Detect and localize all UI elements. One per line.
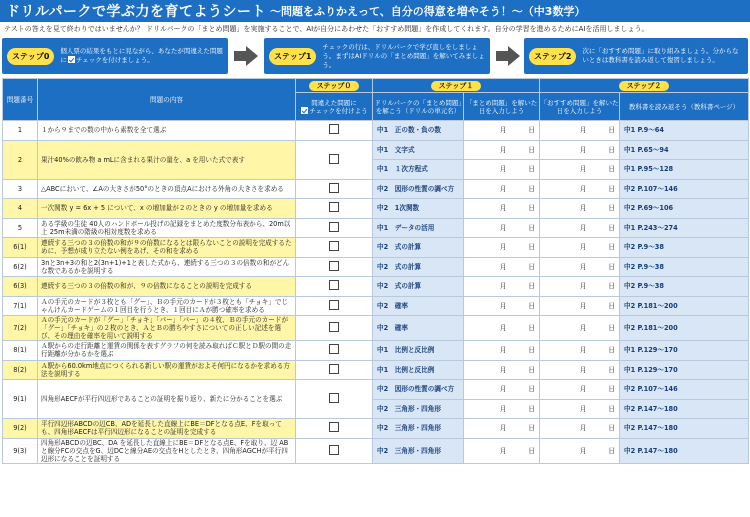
step1-badge: ステップ1 (269, 48, 316, 65)
textbook-page: 中1 P.129～170 (620, 341, 749, 361)
drill-unit-name: 中2 式の計算 (373, 257, 464, 277)
drill-unit-name: 中1 データの活用 (373, 218, 464, 238)
month-label: 月 (499, 223, 507, 232)
problem-content: 果汁40%の飲み物 a mLに含まれる果汁の量を、a を用いた式で表す (38, 140, 296, 179)
step2-desc: 次に「おすすめ問題」に取り組みましょう。分からないときは教科書を読み返して復習しましょう。 (582, 47, 739, 64)
day-label: 日 (528, 243, 535, 252)
table-row (3, 179, 749, 199)
month-label: 月 (579, 282, 587, 291)
recommend-date-input[interactable] (540, 380, 620, 400)
textbook-page: 中1 P.129～170 (620, 360, 749, 380)
day-label: 日 (528, 223, 535, 232)
day-label: 日 (608, 301, 615, 310)
step1-box (264, 38, 490, 74)
textbook-page: 中2 P.69～106 (620, 199, 749, 219)
day-label: 日 (528, 346, 535, 355)
recommend-date-input[interactable] (540, 160, 620, 180)
page-title: ドリルパークで学ぶ力を育てようシート (6, 4, 267, 20)
table-row (3, 238, 749, 258)
month-label: 月 (499, 126, 507, 135)
table-row (3, 380, 749, 400)
problem-content: 四角形AECFが平行四辺形であることの証明を振り返り、新たに分かることを選ぶ (38, 380, 296, 419)
month-label: 月 (499, 424, 507, 433)
day-label: 日 (528, 324, 535, 332)
mistake-checkbox[interactable] (329, 364, 339, 374)
month-label: 月 (499, 145, 507, 154)
problem-number: 9(2) (3, 419, 38, 439)
day-label: 日 (528, 262, 535, 271)
summary-date-input[interactable] (464, 360, 540, 380)
day-label: 日 (608, 145, 615, 154)
textbook-page: 中2 P.147～180 (620, 399, 749, 419)
month-label: 月 (499, 346, 507, 355)
mistake-check-cell (296, 218, 373, 238)
table-row (3, 316, 749, 341)
recommend-date-input[interactable] (540, 140, 620, 160)
textbook-page: 中1 P.65～94 (620, 140, 749, 160)
problem-content: ある学級の生徒 40人のハンドボール投げの記録をまとめた度数分布表から、20m以上 25m未満の階級の相対度数を求める (38, 218, 296, 238)
problem-content: △ABCにおいて、∠Aの大きさが50°のときの頂点Aにおける外角の大きさを求める (38, 179, 296, 199)
problem-number: 7(1) (3, 296, 38, 316)
recommend-date-input[interactable] (540, 238, 620, 258)
col-header-problem: 問題の内容 (38, 79, 296, 121)
problem-number: 3 (3, 179, 38, 199)
day-label: 日 (608, 365, 615, 374)
summary-date-input[interactable] (464, 238, 540, 258)
day-label: 日 (528, 385, 535, 394)
day-label: 日 (608, 262, 615, 271)
day-label: 日 (528, 282, 535, 291)
table-row (3, 419, 749, 439)
problem-content: Ａの手元のカードが３枚とも「グー」、Ｂの手元のカードが３枚とも「チョキ」でじゃんけんカードゲームの１回目を行うとき、１回目にＡが勝つ確率を求める (38, 296, 296, 316)
month-label: 月 (499, 184, 507, 193)
problem-number: 6(1) (3, 238, 38, 258)
day-label: 日 (528, 404, 535, 413)
problem-number: 2 (3, 140, 38, 179)
mistake-checkbox[interactable] (329, 222, 339, 232)
recommend-date-input[interactable] (540, 179, 620, 199)
mistake-checkbox[interactable] (329, 300, 339, 310)
day-label: 日 (528, 424, 535, 433)
day-label: 日 (528, 204, 535, 213)
day-label: 日 (608, 126, 615, 135)
month-label: 月 (579, 223, 587, 232)
month-label: 月 (579, 385, 587, 394)
month-label: 月 (579, 204, 587, 213)
mistake-check-cell (296, 199, 373, 219)
problem-content: 3nと3n+3の和と2(3n+1)+1と表した式から、連続する三つの３の倍数の和がどんな数であるかを説明する (38, 257, 296, 277)
col-header-num: 問題番号 (3, 79, 38, 121)
problem-content: 平行四辺形ABCDの辺CB、ADを延長した直線上にBE＝DFとなる点E、Fを取っても、四角形AECFは平行四辺形になることの証明を完成する (38, 419, 296, 439)
summary-date-input[interactable] (464, 296, 540, 316)
month-label: 月 (579, 424, 587, 433)
textbook-page: 中2 P.9～38 (620, 257, 749, 277)
table-row (3, 140, 749, 160)
review-table (2, 78, 749, 464)
textbook-page: 中1 P.243～274 (620, 218, 749, 238)
mistake-check-cell (296, 277, 373, 297)
day-label: 日 (608, 446, 615, 455)
recommend-date-input[interactable] (540, 438, 620, 463)
summary-date-input[interactable] (464, 380, 540, 400)
step1-desc: チェックの行は、ドリルパークで学び直しをしましょう。まずはAIドリルの「まとめ問題」を解いてみましょう。 (322, 42, 485, 69)
drill-unit-name: 中1 比例と反比例 (373, 341, 464, 361)
mistake-checkbox[interactable] (329, 322, 339, 332)
summary-date-input[interactable] (464, 199, 540, 219)
table-body (3, 121, 749, 464)
mistake-check-cell (296, 316, 373, 341)
textbook-page: 中2 P.147～180 (620, 419, 749, 439)
recommend-date-input[interactable] (540, 316, 620, 341)
drill-unit-name: 中2 図形の性質の調べ方 (373, 380, 464, 400)
table-row (3, 218, 749, 238)
day-label: 日 (608, 385, 615, 394)
arrow-right-icon (496, 46, 520, 66)
problem-content: 連続する三つの３の倍数の和が９の倍数になるとは限らないことの説明を完成するために、予想が成り立たない例をあげ、その和を求める (38, 238, 296, 258)
textbook-page: 中1 P.95～128 (620, 160, 749, 180)
drill-unit-name: 中1 １次方程式 (373, 160, 464, 180)
step0-desc: 個人票の結果をもとに見ながら、あなたが間違えた問題に チェックを付けましょう。 (60, 47, 223, 64)
mistake-check-cell (296, 341, 373, 361)
month-label: 月 (579, 346, 587, 355)
problem-number: 5 (3, 218, 38, 238)
recommend-date-input[interactable] (540, 341, 620, 361)
day-label: 日 (608, 424, 615, 433)
textbook-page: 中2 P.9～38 (620, 238, 749, 258)
mistake-check-cell (296, 179, 373, 199)
step2-box (524, 38, 748, 74)
recommend-date-input[interactable] (540, 399, 620, 419)
step0-box (2, 38, 228, 74)
table-row (3, 199, 749, 219)
problem-number: 8(1) (3, 341, 38, 361)
problem-number: 7(2) (3, 316, 38, 341)
table-row (3, 360, 749, 380)
month-label: 月 (499, 404, 507, 413)
month-label: 月 (499, 385, 507, 394)
col-header-check: 間違えた問題に チェックを付けよう (296, 93, 373, 121)
drill-unit-name: 中2 図形の性質の調べ方 (373, 179, 464, 199)
mistake-checkbox[interactable] (329, 445, 339, 455)
recommend-date-input[interactable] (540, 121, 620, 141)
month-label: 月 (579, 404, 587, 413)
month-label: 月 (579, 184, 587, 193)
col-group-step0: ステップ０ (296, 79, 373, 93)
drill-unit-name: 中2 確率 (373, 316, 464, 341)
mistake-checkbox[interactable] (329, 261, 339, 271)
mistake-check-cell (296, 438, 373, 463)
summary-date-input[interactable] (464, 419, 540, 439)
summary-date-input[interactable] (464, 438, 540, 463)
month-label: 月 (499, 446, 507, 455)
drill-unit-name: 中2 式の計算 (373, 277, 464, 297)
arrow-right-icon (234, 46, 258, 66)
col-header-unit: ドリルパークの「まとめ問題」を解こう（ドリルの単元名） (373, 93, 464, 121)
mistake-check-cell (296, 257, 373, 277)
problem-content: １から９までの数の中から素数を全て選ぶ (38, 121, 296, 141)
textbook-page: 中2 P.181～200 (620, 296, 749, 316)
mistake-checkbox[interactable] (329, 124, 339, 134)
problem-number: 6(2) (3, 257, 38, 277)
problem-number: 8(2) (3, 360, 38, 380)
day-label: 日 (528, 365, 535, 374)
problem-content: 連続する三つの３の倍数の和が、９の倍数になることの説明を完成する (38, 277, 296, 297)
month-label: 月 (499, 243, 507, 252)
mistake-check-cell (296, 296, 373, 316)
mistake-check-cell (296, 380, 373, 419)
mistake-checkbox[interactable] (329, 422, 339, 432)
check-icon (301, 107, 308, 114)
month-label: 月 (579, 365, 587, 374)
mistake-check-cell (296, 238, 373, 258)
month-label: 月 (579, 145, 587, 154)
check-icon (68, 56, 75, 63)
month-label: 月 (579, 301, 587, 310)
summary-date-input[interactable] (464, 218, 540, 238)
drill-unit-name: 中2 確率 (373, 296, 464, 316)
day-label: 日 (608, 324, 615, 332)
recommend-date-input[interactable] (540, 277, 620, 297)
month-label: 月 (579, 262, 587, 271)
step2-badge: ステップ2 (529, 48, 576, 65)
mistake-checkbox[interactable] (329, 183, 339, 193)
drill-unit-name: 中2 三角形・四角形 (373, 438, 464, 463)
mistake-checkbox[interactable] (329, 154, 339, 164)
day-label: 日 (608, 223, 615, 232)
mistake-check-cell (296, 140, 373, 179)
summary-date-input[interactable] (464, 277, 540, 297)
textbook-page: 中2 P.107～146 (620, 380, 749, 400)
summary-date-input[interactable] (464, 121, 540, 141)
summary-date-input[interactable] (464, 399, 540, 419)
page-header (0, 0, 750, 22)
month-label: 月 (499, 301, 507, 310)
col-group-step1: ステップ１ (373, 79, 540, 93)
recommend-date-input[interactable] (540, 218, 620, 238)
col-header-page: 教科書を読み返そう（教科書ページ） (620, 93, 749, 121)
mistake-check-cell (296, 121, 373, 141)
page-subtitle: ～問題をふりかえって、自分の得意を増やそう！～（中3数学） (270, 5, 586, 18)
mistake-checkbox[interactable] (329, 202, 339, 212)
col-header-date2: 「おすすめ問題」を解いた日を入力しよう (540, 93, 620, 121)
mistake-checkbox[interactable] (329, 280, 339, 290)
day-label: 日 (528, 145, 535, 154)
drill-unit-name: 中2 三角形・四角形 (373, 419, 464, 439)
day-label: 日 (528, 301, 535, 310)
day-label: 日 (528, 126, 535, 135)
table-row (3, 341, 749, 361)
month-label: 月 (579, 126, 587, 135)
day-label: 日 (528, 446, 535, 455)
month-label: 月 (499, 324, 507, 332)
summary-date-input[interactable] (464, 257, 540, 277)
day-label: 日 (608, 282, 615, 291)
day-label: 日 (608, 204, 615, 213)
problem-content: Ａの手元のカードが「グー」「チョキ」「パー」「パー」の４枚、Ｂの手元のカードが「グー」「チョキ」の２枚のとき、ＡとＢの勝ちやすさについての正しい記述を選び、その理由を確率を用いて説明する (38, 316, 296, 341)
drill-unit-name: 中1 文字式 (373, 140, 464, 160)
mistake-check-cell (296, 419, 373, 439)
problem-content: 四角形ABCDの辺BC、DA を延長した直線上にBE＝DFとなる点E、Fを取り、辺 AB と線分FCの交点をG、辺DCと線分AEの交点をHとしたとき、四角形AGCHが平行四辺形になることを証明する (38, 438, 296, 463)
month-label: 月 (499, 262, 507, 271)
day-label: 日 (528, 184, 535, 193)
recommend-date-input[interactable] (540, 360, 620, 380)
day-label: 日 (608, 243, 615, 252)
drill-unit-name: 中2 三角形・四角形 (373, 399, 464, 419)
recommend-date-input[interactable] (540, 296, 620, 316)
day-label: 日 (608, 404, 615, 413)
summary-date-input[interactable] (464, 316, 540, 341)
drill-unit-name: 中2 式の計算 (373, 238, 464, 258)
intro-text: テストの答えを見て終わりではいませんか？ ドリルパークの「まとめ問題」を実施することで、AIが自分にあわせた「おすすめ問題」を作成してくれます。自分の学習を進めるためにAIを活用しましょう。 (4, 25, 649, 33)
summary-date-input[interactable] (464, 341, 540, 361)
step0-badge: ステップ0 (7, 48, 54, 65)
recommend-date-input[interactable] (540, 199, 620, 219)
month-label: 月 (579, 324, 587, 332)
col-header-date1: 「まとめ問題」を解いた日を入力しよう (464, 93, 540, 121)
problem-number: 6(3) (3, 277, 38, 297)
problem-content: Ａ駅から60.0km地点につくられる新しい駅の運賃がおよそ何円になるかを求める方法を説明する (38, 360, 296, 380)
drill-unit-name: 中1 正の数・負の数 (373, 121, 464, 141)
day-label: 日 (528, 165, 535, 174)
recommend-date-input[interactable] (540, 419, 620, 439)
problem-number: 1 (3, 121, 38, 141)
problem-content: Ａ駅からの走行距離と運賃の関係を表すグラフの何を読み取ればＣ駅とＤ駅の間の走行距離が分かるかを選ぶ (38, 341, 296, 361)
textbook-page: 中2 P.181～200 (620, 316, 749, 341)
month-label: 月 (579, 446, 587, 455)
month-label: 月 (499, 204, 507, 213)
textbook-page: 中2 P.9～38 (620, 277, 749, 297)
mistake-checkbox[interactable] (329, 393, 339, 403)
problem-number: 9(1) (3, 380, 38, 419)
table-row (3, 277, 749, 297)
table-row (3, 121, 749, 141)
day-label: 日 (608, 165, 615, 174)
summary-date-input[interactable] (464, 140, 540, 160)
textbook-page: 中2 P.107～146 (620, 179, 749, 199)
table-row (3, 296, 749, 316)
mistake-checkbox[interactable] (329, 344, 339, 354)
day-label: 日 (608, 346, 615, 355)
month-label: 月 (499, 365, 507, 374)
summary-date-input[interactable] (464, 179, 540, 199)
table-row (3, 438, 749, 463)
month-label: 月 (579, 243, 587, 252)
day-label: 日 (608, 184, 615, 193)
problem-content: 一次関数 y = 6x + 5 について、x の増加量が２のときの y の増加量を求める (38, 199, 296, 219)
textbook-page: 中2 P.147～180 (620, 438, 749, 463)
month-label: 月 (579, 165, 587, 174)
col-group-step2: ステップ２ (540, 79, 749, 93)
step-guide (2, 38, 748, 76)
problem-number: 4 (3, 199, 38, 219)
drill-unit-name: 中2 1次関数 (373, 199, 464, 219)
recommend-date-input[interactable] (540, 257, 620, 277)
month-label: 月 (499, 165, 507, 174)
textbook-page: 中1 P.9～64 (620, 121, 749, 141)
mistake-checkbox[interactable] (329, 241, 339, 251)
summary-date-input[interactable] (464, 160, 540, 180)
drill-unit-name: 中1 比例と反比例 (373, 360, 464, 380)
table-row (3, 257, 749, 277)
month-label: 月 (499, 282, 507, 291)
problem-number: 9(3) (3, 438, 38, 463)
mistake-check-cell (296, 360, 373, 380)
